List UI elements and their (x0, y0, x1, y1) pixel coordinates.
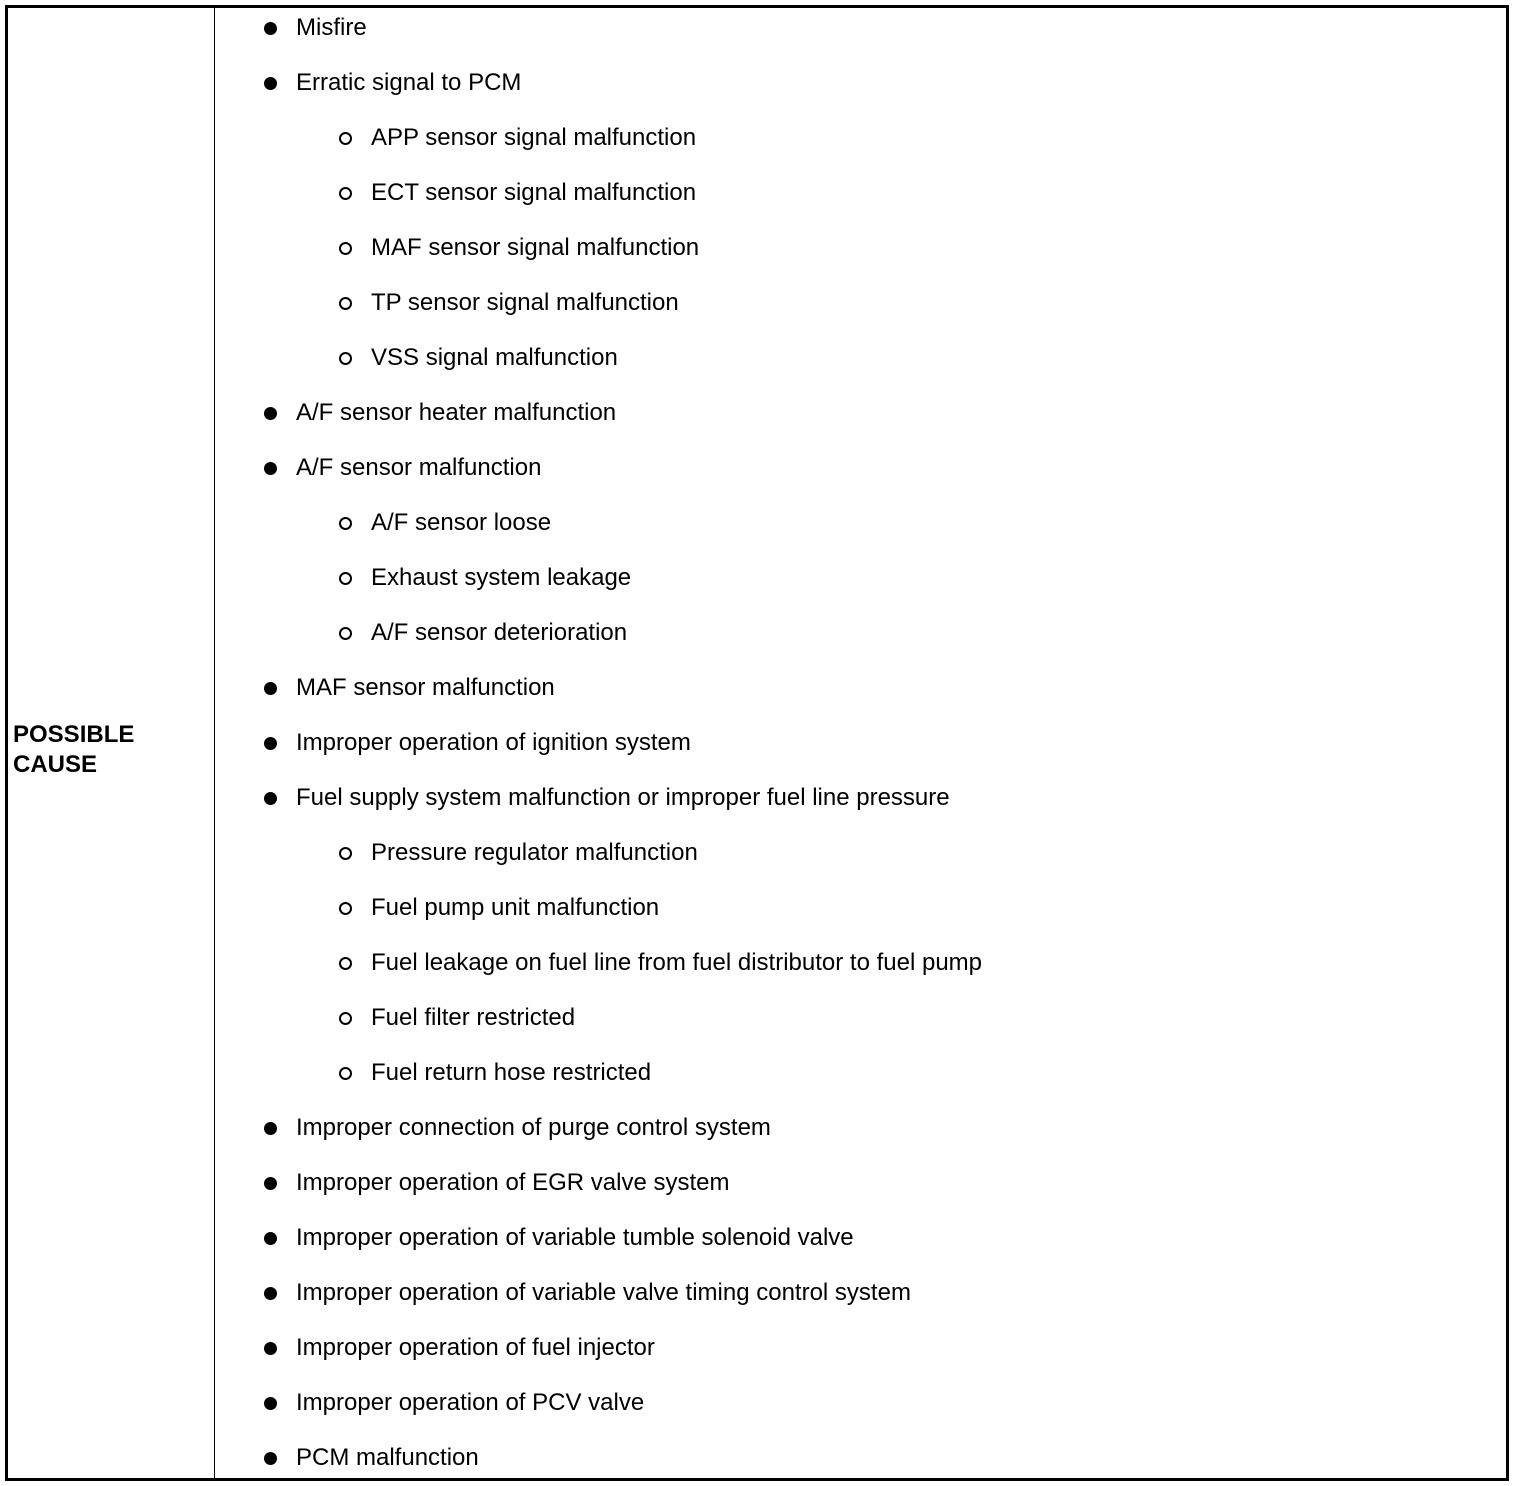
filled-bullet-icon (264, 1232, 277, 1245)
sub-list-item (339, 893, 659, 923)
sub-list-item (339, 233, 699, 263)
list-item-text: TP sensor signal malfunction (371, 289, 679, 316)
list-item-text: Improper operation of ignition system (296, 729, 691, 756)
hollow-bullet-icon (339, 902, 352, 915)
list-item-text: Exhaust system leakage (371, 564, 632, 591)
filled-bullet-icon (264, 1287, 277, 1300)
list-item (264, 1168, 730, 1198)
sub-list-item (339, 1058, 651, 1088)
filled-bullet-icon (264, 737, 277, 750)
hollow-bullet-icon (339, 1012, 352, 1025)
row-heading-line-1: POSSIBLE (13, 720, 135, 748)
list-item-text: Fuel return hose restricted (371, 1059, 652, 1086)
filled-bullet-icon (264, 407, 277, 420)
list-item-text: A/F sensor malfunction (296, 454, 542, 481)
hollow-bullet-icon (339, 297, 352, 310)
list-item (264, 1278, 911, 1308)
list-item-text: Improper operation of PCV valve (296, 1389, 645, 1416)
hollow-bullet-icon (339, 132, 352, 145)
hollow-bullet-icon (339, 957, 352, 970)
filled-bullet-icon (264, 1342, 277, 1355)
list-item (264, 673, 555, 703)
sub-list-item (339, 178, 696, 208)
list-item-text: APP sensor signal malfunction (371, 124, 697, 151)
hollow-bullet-icon (339, 517, 352, 530)
list-item-text: Pressure regulator malfunction (371, 839, 698, 866)
sub-list-item (339, 618, 627, 648)
sub-list-item (339, 1003, 575, 1033)
list-item (264, 728, 691, 758)
list-item-text: MAF sensor signal malfunction (371, 234, 700, 261)
list-item-text: A/F sensor deterioration (371, 619, 628, 646)
filled-bullet-icon (264, 462, 277, 475)
filled-bullet-icon (264, 1452, 277, 1465)
hollow-bullet-icon (339, 1067, 352, 1080)
sub-list-item (339, 563, 631, 593)
list-item-text: VSS signal malfunction (371, 344, 618, 371)
list-item (264, 13, 367, 43)
hollow-bullet-icon (339, 847, 352, 860)
list-item-text: Fuel filter restricted (371, 1004, 576, 1031)
list-item-text: Improper operation of variable tumble solenoid valve (296, 1224, 854, 1251)
possible-cause-table (5, 5, 1509, 1481)
hollow-bullet-icon (339, 572, 352, 585)
list-item-text: Fuel supply system malfunction or improper fuel line pressure (296, 784, 950, 811)
filled-bullet-icon (264, 682, 277, 695)
list-item-text: Improper operation of fuel injector (296, 1334, 655, 1361)
filled-bullet-icon (264, 77, 277, 90)
list-item-text: Erratic signal to PCM (296, 69, 522, 96)
list-item-text: Improper operation of variable valve timing control system (296, 1279, 911, 1306)
filled-bullet-icon (264, 1122, 277, 1135)
sub-list-item (339, 343, 618, 373)
list-item-text: Improper operation of EGR valve system (296, 1169, 730, 1196)
list-item-text: PCM malfunction (296, 1444, 479, 1471)
filled-bullet-icon (264, 792, 277, 805)
hollow-bullet-icon (339, 352, 352, 365)
sub-list-item (339, 288, 679, 318)
filled-bullet-icon (264, 1397, 277, 1410)
list-item (264, 398, 616, 428)
sub-list-item (339, 838, 698, 868)
list-item-text: Fuel leakage on fuel line from fuel distributor to fuel pump (371, 949, 983, 976)
sub-list-item (339, 123, 696, 153)
list-item-text: ECT sensor signal malfunction (371, 179, 697, 206)
hollow-bullet-icon (339, 627, 352, 640)
filled-bullet-icon (264, 1177, 277, 1190)
list-item-text: A/F sensor heater malfunction (296, 399, 617, 426)
list-item-text: MAF sensor malfunction (296, 674, 555, 701)
list-item (264, 783, 950, 813)
row-heading-line-2: CAUSE (13, 750, 98, 778)
list-item (264, 453, 541, 483)
label-cell (8, 8, 215, 1478)
cause-list (215, 8, 1506, 1478)
list-item-text: Misfire (296, 14, 367, 41)
filled-bullet-icon (264, 22, 277, 35)
list-item-text: Fuel pump unit malfunction (371, 894, 660, 921)
list-item (264, 1223, 854, 1253)
list-item-text: Improper connection of purge control system (296, 1114, 771, 1141)
list-item (264, 1388, 644, 1418)
hollow-bullet-icon (339, 242, 352, 255)
hollow-bullet-icon (339, 187, 352, 200)
list-item (264, 68, 521, 98)
sub-list-item (339, 948, 982, 978)
list-item (264, 1333, 655, 1363)
list-item (264, 1113, 771, 1143)
sub-list-item (339, 508, 551, 538)
list-item-text: A/F sensor loose (371, 509, 552, 536)
list-item (264, 1443, 479, 1473)
row-heading (13, 720, 134, 780)
